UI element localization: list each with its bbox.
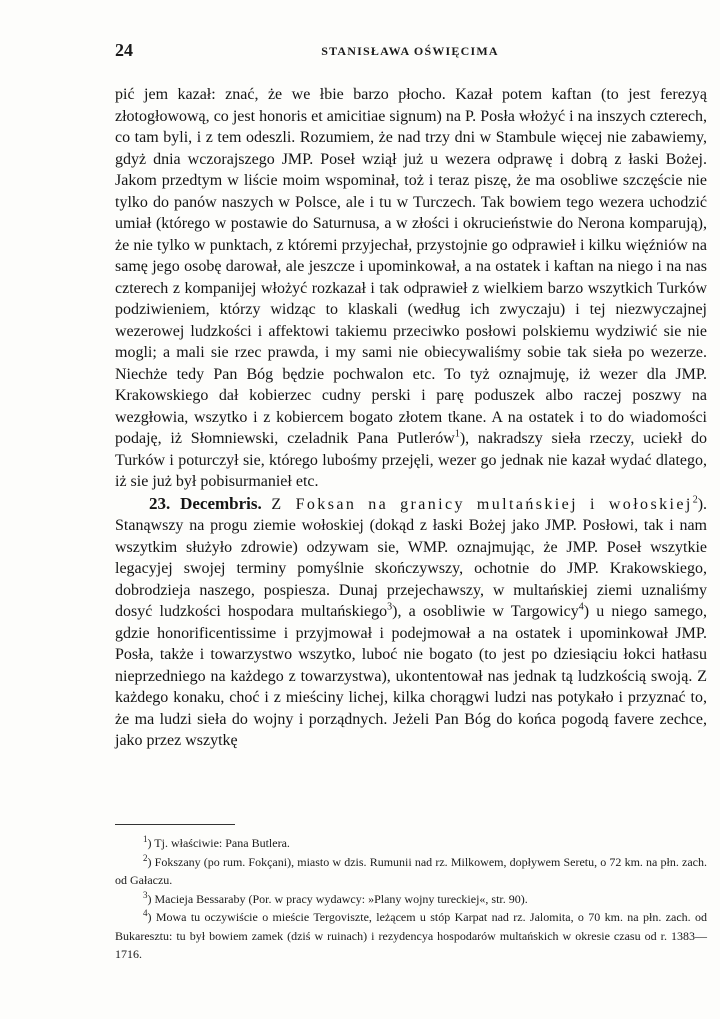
footnote-mark: 3 [143, 889, 148, 900]
footnote-mark: 1 [143, 834, 148, 844]
footnote-text: ) Macieja Bessaraby (Por. w pracy wydawcy: »Plany wojny tureckiej«, str. 90). [147, 891, 528, 906]
footnote [115, 908, 707, 964]
main-text [115, 84, 707, 752]
footnote-ref: 1 [454, 428, 460, 440]
page-header [115, 40, 705, 60]
footnote-ref: 4 [578, 601, 584, 613]
entry-place: Z Foksan na granicy multańskiej i wołoskiej [271, 495, 693, 513]
footnotes [115, 834, 707, 964]
paragraph-text: ) u niego samego, gdzie honorificentissime i przyjmował i podejmował a na ostatek i upominkował JMP. Posła, także i towarzystwo wszytko, luboć nie bogato (to jest po dziesiąciu łokci hatłasu nieprzedniego na każdego z towarzystwa), ukontentował nas jednak tą ludzkością swoją. Z każdego konaku, choć i z mieściny lichej, kilka chorągwi ludzi nas potykało i przyznać to, że ma ludzi sieła do wojny i porządnych. Jeżeli Pan Bóg do końca pogodą favere zechce, jako przez wszytkę [115, 603, 708, 749]
footnote [115, 853, 707, 890]
footnote-ref: 2 [692, 494, 698, 506]
entry-date: 23. Decembris. [149, 493, 262, 513]
running-title: STANISŁAWA OŚWIĘCIMA [321, 44, 499, 58]
paragraph-text: ), nakradszy sieła rzeczy, uciekł do Turków i poturczył sie, którego lubośmy przejęli, wezer go jednak nie kazał wydać dlatego, iż sie już był pobisurmanieł etc. [115, 430, 707, 490]
footnote-divider [115, 824, 235, 825]
paragraph [115, 493, 707, 752]
footnote [115, 890, 707, 909]
footnote-mark: 2 [143, 852, 148, 863]
paragraph [115, 84, 707, 493]
footnote-text: ) Tj. właściwie: Pana Butlera. [147, 836, 290, 850]
footnote [115, 834, 707, 853]
paragraph-text: ), a osobliwie w Targowicy [392, 603, 579, 620]
paragraph-text: ). Stanąwszy na progu ziemie wołoskiej (dokąd z łaski Bożej jako JMP. Posłowi, tak i nam wszytkim służyło zdrowie) odzywam sie, WMP. oznajmując, że JMP. Poseł wszytkie legacyjej swojej terminy pomyślnie skończywszy, ochotnie do JMP. Krakowskiego, dobrodzieja naszego, pospiesza. Dunaj przejechawszy, w multańskiej ziemi uznaliśmy dosyć ludzkości hospodara multańskiego [115, 495, 708, 620]
footnote-text: ) Fokszany (po rum. Fokçani), miasto w dzis. Rumunii nad rz. Milkowem, dopływem Seretu, o 72 km. na płn. zach. od Gałaczu. [115, 854, 707, 887]
paragraph-text: pić jem kazał: znać, że we łbie barzo płocho. Kazał potem kaftan (to jest ferezyą złotogłowową, co jest honoris et amicitiae signum) na P. Posła włożyć i na inszych czterech, co tam byli, i z tem odeszli. Rozumiem, że nad trzy dni w Stambule więcej nie zabawiemy, gdyż dnia wczorajszego JMP. Poseł wziął już u wezera odprawę i dobrą z łaski Bożej. Jakom przedtym w liście moim wspominał, toż i teraz piszę, że ma osobliwe szczęście nie tylko do panów naszych w Polsce, ale i tu w Turczech. Tak bowiem tego wezera uchodzić umiał (którego w postawie do Saturnusa, a w złości i okrucieństwie do Nerona komparują), że nie tylko w punktach, z któremi przyjechał, przystojnie go odprawieł i kilku więźniów na samę jego osobę darował, ale jeszcze i upominkował, a na ostatek i kaftan na niego i na nas czterech z kompanijej włożyć rozkazał i tak odprawieł z wielkiem barzo wszytkich Turków podziwieniem, którzy widząc to klaskali (według ich zwyczaju) i tej niezwyczajnej wezerowej ludzkości i affektowi takiemu przeciwko posłowi polskiemu wydziwić sie nie mogli; a mali sie rzec prawda, i my sami nie obiecywaliśmy sobie tak sieła po wezerze. Niechże tedy Pan Bóg będzie pochwalon etc. To tyż oznajmuję, iż wezer dla JMP. Krakowskiego dał kobierzec cudny perski i parę poduszek albo raczej poszwy na wezgłowia, wszytko i z kobiercem bogato złotem tkane. A na ostatek i to do wiadomości podaję, iż Słomniewski, czeladnik Pana Putlerów [115, 86, 707, 447]
footnote-text: ) Mowa tu oczywiście o mieście Tergoviszte, leżącem u stóp Karpat nad rz. Jalomita, o 70 km. na płn. zach. od Bukaresztu: tu był bowiem zamek (dziś w ruinach) i rezydencya hospodarów multańskich w okresie czasu od r. 1383—1716. [115, 910, 707, 961]
footnote-ref: 3 [387, 601, 393, 613]
footnote-mark: 4 [143, 908, 148, 918]
page-number: 24 [115, 40, 133, 60]
